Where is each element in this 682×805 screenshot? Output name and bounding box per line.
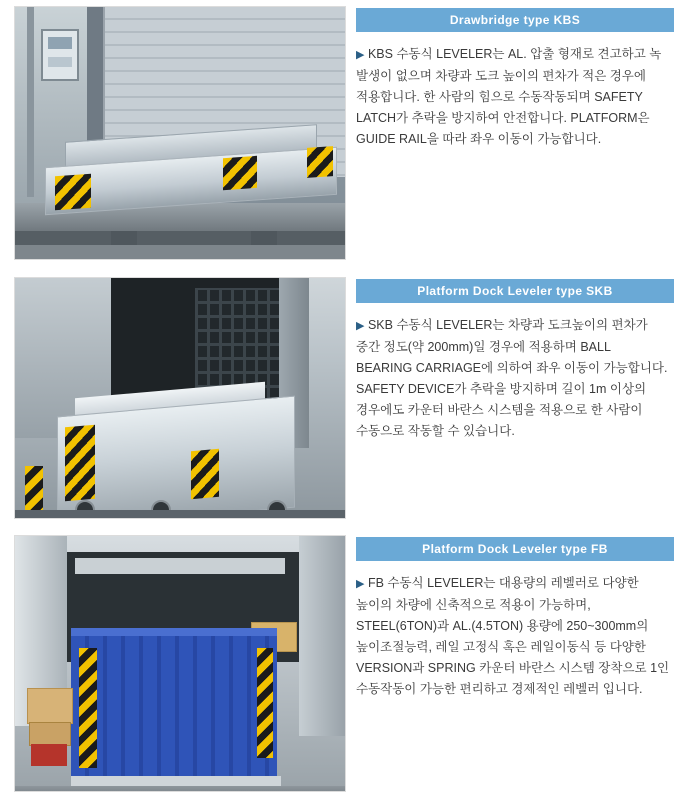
cardboard-box: [29, 722, 71, 746]
hand-cart-with-boxes: [27, 688, 73, 774]
product-text-fb: [356, 535, 674, 700]
product-description-text: FB 수동식 LEVELER는 대용량의 레벨러로 다양한 높이의 차량에 신축적으로 적용이 가능하며, STEEL(6TON)과 AL.(4.5TON) 용량에 250~300mm의 높이조절능력, 레일 고정식 혹은 레일이동식 등 다양한 VERSION과 SPRING 카운터 바란스 시스템 장착으로 1인 수동작동이 가능한 편리하고 경제적인 레벨러 입니다.: [356, 576, 670, 696]
hazard-stripe: [223, 156, 257, 190]
product-heading-fb: Platform Dock Leveler type FB: [356, 537, 674, 561]
guide-rail: [15, 510, 345, 519]
leveler-platform: [71, 636, 277, 786]
control-box: [41, 29, 79, 81]
hazard-stripe: [55, 174, 91, 211]
support-column: [299, 536, 345, 736]
product-photo-kbs: [14, 6, 346, 260]
product-text-kbs: [356, 6, 674, 150]
hazard-stripe: [191, 449, 219, 499]
product-heading-skb: Platform Dock Leveler type SKB: [356, 279, 674, 303]
product-description-kbs: [356, 44, 674, 150]
product-section-kbs: [0, 6, 682, 272]
product-heading-kbs: Drawbridge type KBS: [356, 8, 674, 32]
bullet-marker-icon: ▶: [356, 320, 365, 332]
product-photo-skb: [14, 277, 346, 519]
hazard-stripe: [257, 648, 273, 758]
ground: [15, 786, 345, 792]
hazard-stripe: [65, 425, 95, 502]
cardboard-box: [27, 688, 73, 724]
wall-pipe: [27, 7, 34, 197]
product-section-skb: [0, 277, 682, 527]
ground: [15, 245, 345, 260]
product-text-skb: [356, 277, 674, 442]
product-description-fb: [356, 573, 674, 700]
cart-frame: [31, 744, 67, 766]
hazard-stripe: [79, 648, 97, 768]
product-photo-fb: [14, 535, 346, 792]
overhead-shelf: [75, 558, 285, 574]
hazard-stripe: [307, 146, 333, 178]
product-section-fb: [0, 535, 682, 803]
product-description-text: SKB 수동식 LEVELER는 차량과 도크높이의 편차가 중간 정도(약 200mm)일 경우에 적용하며 BALL BEARING CARRIAGE에 의하여 좌우 이동이 가능합니다. SAFETY DEVICE가 추락을 방지하며 길이 1m 이상의 경우에도 카운터 바란스 시스템을 적용으로 한 사람이 수동으로 작동할 수 있습니다.: [356, 318, 668, 438]
bullet-marker-icon: ▶: [356, 49, 365, 61]
hazard-stripe: [25, 466, 43, 510]
product-description-text: KBS 수동식 LEVELER는 AL. 압출 형재로 견고하고 녹 발생이 없으며 차량과 도크 높이의 편차가 적은 경우에 적용합니다. 한 사람의 힘으로 수동작동되며 SAFETY LATCH가 추락을 방지하여 안전합니다. PLATFORM은 GUIDE RAIL을 따라 좌우 이동이 가능합니다.: [356, 47, 662, 146]
bullet-marker-icon: ▶: [356, 578, 365, 590]
product-description-skb: [356, 315, 674, 442]
